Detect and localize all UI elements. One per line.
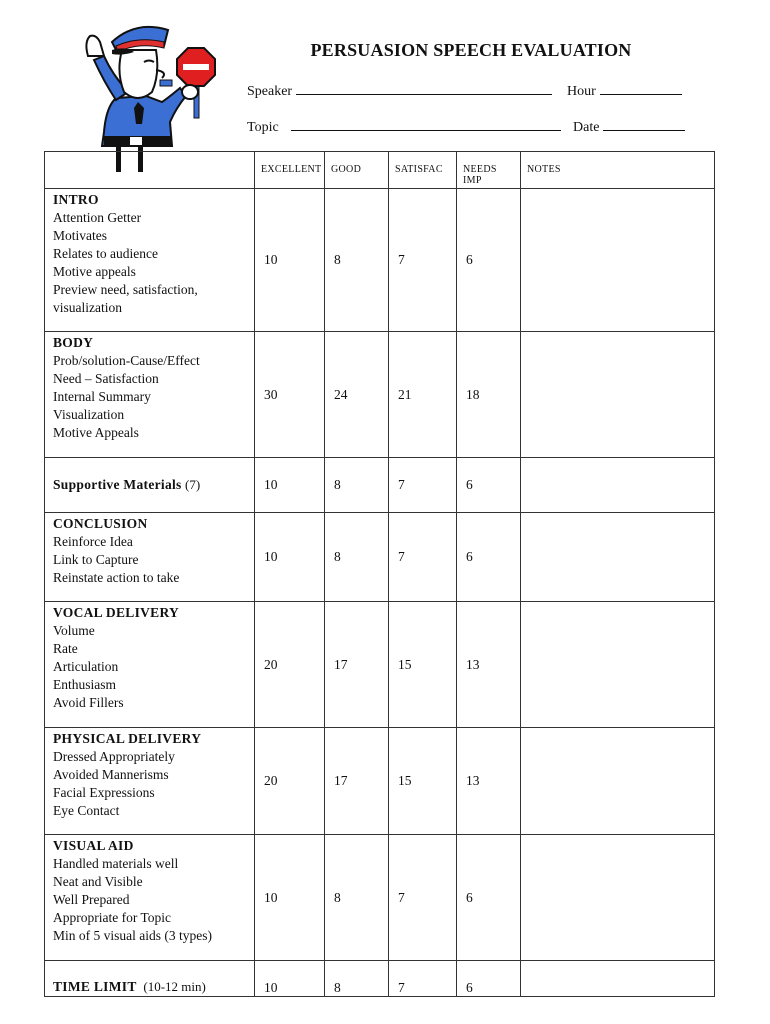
notes-cell[interactable] bbox=[521, 961, 715, 997]
topic-label: Topic bbox=[247, 120, 279, 135]
category-cell bbox=[45, 728, 255, 835]
column-header-good: GOOD bbox=[325, 152, 389, 189]
date-field[interactable] bbox=[573, 120, 685, 136]
table-row bbox=[45, 961, 715, 997]
category-cell bbox=[45, 602, 255, 728]
category-title: PHYSICAL DELIVERY bbox=[53, 731, 202, 746]
column-header-notes: NOTES bbox=[521, 152, 715, 189]
score-needs-improvement: 13 bbox=[457, 728, 521, 835]
evaluation-table bbox=[44, 151, 715, 997]
criterion: Dressed Appropriately bbox=[53, 749, 175, 764]
score-excellent: 30 bbox=[255, 332, 325, 458]
score-good: 8 bbox=[325, 189, 389, 332]
category-title: BODY bbox=[53, 335, 94, 350]
score-excellent: 10 bbox=[255, 513, 325, 602]
score-satisfactory: 15 bbox=[389, 728, 457, 835]
score-needs-improvement: 6 bbox=[457, 835, 521, 961]
criterion: Avoid Fillers bbox=[53, 695, 124, 710]
category-title: TIME LIMIT bbox=[53, 979, 137, 994]
criterion: Relates to audience bbox=[53, 246, 158, 261]
score-satisfactory: 21 bbox=[389, 332, 457, 458]
notes-cell[interactable] bbox=[521, 513, 715, 602]
criterion: Handled materials well bbox=[53, 856, 179, 871]
date-blank[interactable] bbox=[603, 129, 685, 131]
column-header-satisfactory: SATISFAC bbox=[389, 152, 457, 189]
score-needs-improvement: 18 bbox=[457, 332, 521, 458]
topic-field[interactable] bbox=[247, 120, 561, 136]
score-satisfactory: 7 bbox=[389, 513, 457, 602]
score-satisfactory: 7 bbox=[389, 835, 457, 961]
criterion: Attention Getter bbox=[53, 210, 142, 225]
score-good: 24 bbox=[325, 332, 389, 458]
score-good: 8 bbox=[325, 513, 389, 602]
category-cell bbox=[45, 458, 255, 513]
category-title: CONCLUSION bbox=[53, 516, 148, 531]
criterion: Articulation bbox=[53, 659, 119, 674]
notes-cell[interactable] bbox=[521, 728, 715, 835]
topic-blank[interactable] bbox=[291, 129, 561, 131]
notes-cell[interactable] bbox=[521, 458, 715, 513]
score-good: 8 bbox=[325, 961, 389, 997]
notes-cell[interactable] bbox=[521, 835, 715, 961]
header-blank-cell bbox=[45, 152, 255, 189]
score-needs-improvement: 6 bbox=[457, 189, 521, 332]
score-excellent: 20 bbox=[255, 602, 325, 728]
score-good: 8 bbox=[325, 458, 389, 513]
score-satisfactory: 7 bbox=[389, 189, 457, 332]
criterion: Preview need, satisfaction, visualization bbox=[53, 282, 198, 315]
criterion: Volume bbox=[53, 623, 95, 638]
criterion: Avoided Mannerisms bbox=[53, 767, 169, 782]
table-row bbox=[45, 602, 715, 728]
category-cell bbox=[45, 513, 255, 602]
table-row bbox=[45, 835, 715, 961]
criterion: Prob/solution-Cause/Effect bbox=[53, 353, 200, 368]
category-cell bbox=[45, 835, 255, 961]
criterion: Motivates bbox=[53, 228, 107, 243]
criterion: Reinstate action to take bbox=[53, 570, 180, 585]
score-satisfactory: 15 bbox=[389, 602, 457, 728]
date-label: Date bbox=[573, 120, 600, 135]
speaker-field[interactable] bbox=[247, 84, 552, 100]
page-title: PERSUASION SPEECH EVALUATION bbox=[310, 40, 632, 60]
score-excellent: 10 bbox=[255, 458, 325, 513]
hour-label: Hour bbox=[567, 84, 596, 99]
category-cell bbox=[45, 189, 255, 332]
table-row bbox=[45, 728, 715, 835]
notes-cell[interactable] bbox=[521, 602, 715, 728]
criterion: Enthusiasm bbox=[53, 677, 116, 692]
score-needs-improvement: 6 bbox=[457, 961, 521, 997]
speaker-label: Speaker bbox=[247, 84, 293, 99]
score-satisfactory: 7 bbox=[389, 961, 457, 997]
criterion: Rate bbox=[53, 641, 78, 656]
table-row bbox=[45, 189, 715, 332]
hour-blank[interactable] bbox=[600, 93, 682, 95]
speaker-blank[interactable] bbox=[296, 93, 552, 95]
category-title: INTRO bbox=[53, 192, 99, 207]
criterion: Reinforce Idea bbox=[53, 534, 133, 549]
score-good: 8 bbox=[325, 835, 389, 961]
category-note: (7) bbox=[185, 477, 201, 492]
column-header-needs-improvement: NEEDS IMP bbox=[457, 152, 521, 189]
score-needs-improvement: 6 bbox=[457, 513, 521, 602]
score-excellent: 20 bbox=[255, 728, 325, 835]
score-excellent: 10 bbox=[255, 961, 325, 997]
notes-cell[interactable] bbox=[521, 332, 715, 458]
criterion: Facial Expressions bbox=[53, 785, 155, 800]
score-needs-improvement: 13 bbox=[457, 602, 521, 728]
criterion: Motive Appeals bbox=[53, 425, 139, 440]
score-satisfactory: 7 bbox=[389, 458, 457, 513]
category-cell bbox=[45, 961, 255, 997]
criterion: Visualization bbox=[53, 407, 125, 422]
table-row bbox=[45, 458, 715, 513]
table-row bbox=[45, 513, 715, 602]
criterion: Motive appeals bbox=[53, 264, 136, 279]
criterion: Well Prepared bbox=[53, 892, 130, 907]
category-title: VOCAL DELIVERY bbox=[53, 605, 180, 620]
criterion: Link to Capture bbox=[53, 552, 139, 567]
score-good: 17 bbox=[325, 602, 389, 728]
category-title: VISUAL AID bbox=[53, 838, 134, 853]
criterion: Neat and Visible bbox=[53, 874, 143, 889]
score-excellent: 10 bbox=[255, 835, 325, 961]
criterion: Eye Contact bbox=[53, 803, 120, 818]
score-needs-improvement: 6 bbox=[457, 458, 521, 513]
criterion: Internal Summary bbox=[53, 389, 151, 404]
table-row bbox=[45, 332, 715, 458]
notes-cell[interactable] bbox=[521, 189, 715, 332]
category-note: (10-12 min) bbox=[143, 979, 206, 994]
criterion: Min of 5 visual aids (3 types) bbox=[53, 928, 212, 943]
criterion: Need – Satisfaction bbox=[53, 371, 159, 386]
column-header-excellent: EXCELLENT bbox=[255, 152, 325, 189]
hour-field[interactable] bbox=[567, 84, 682, 100]
score-good: 17 bbox=[325, 728, 389, 835]
category-cell bbox=[45, 332, 255, 458]
category-title: Supportive Materials bbox=[53, 477, 182, 492]
header-row bbox=[45, 152, 715, 189]
criterion: Appropriate for Topic bbox=[53, 910, 172, 925]
score-excellent: 10 bbox=[255, 189, 325, 332]
